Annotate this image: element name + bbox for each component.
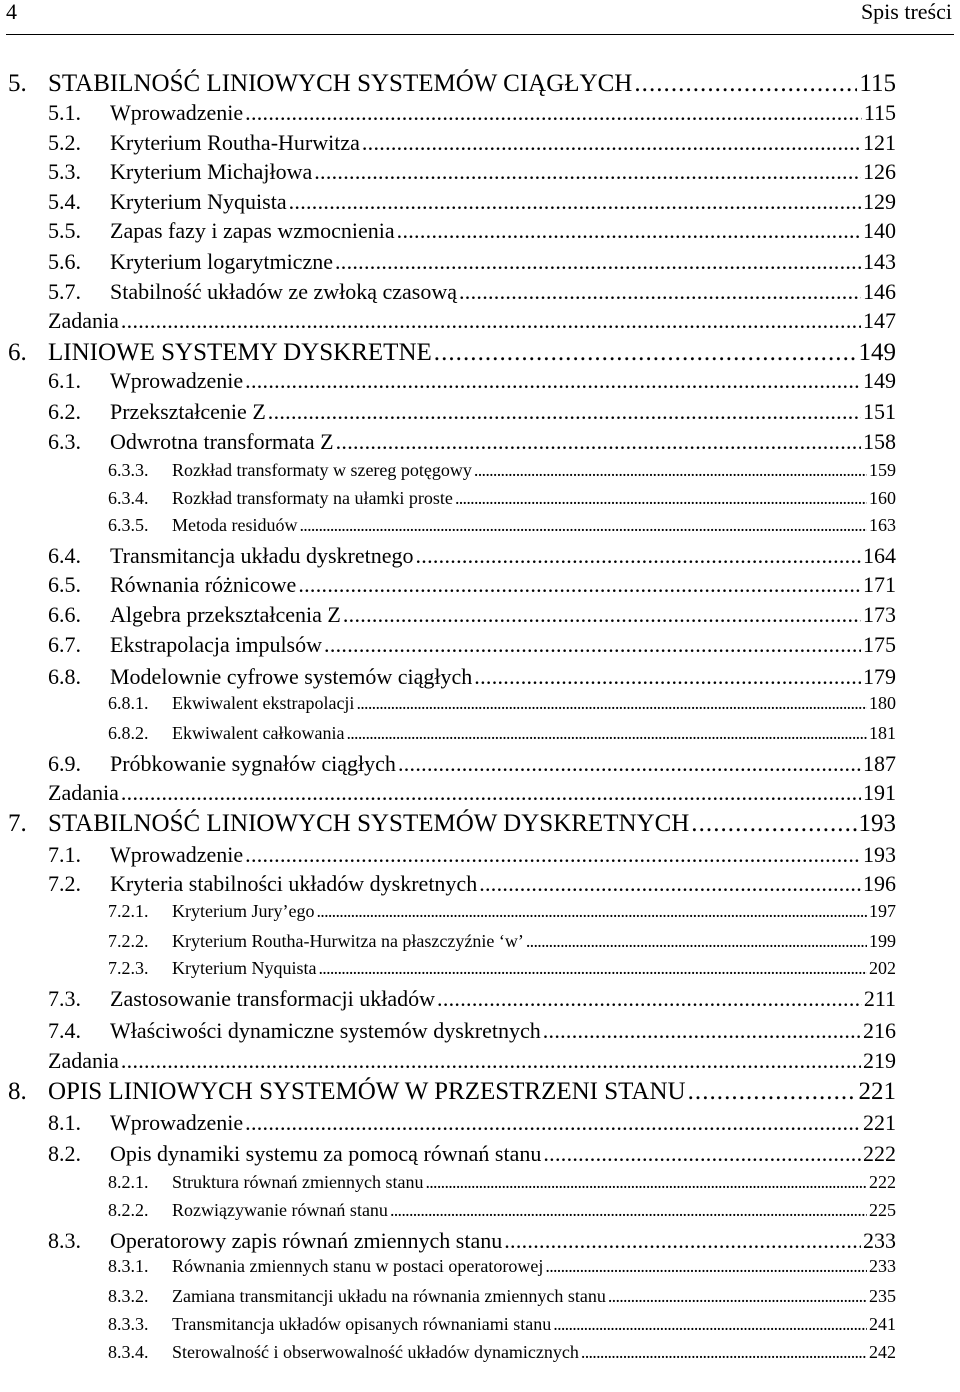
dot-leader — [356, 693, 867, 714]
entry-page: 219 — [863, 1048, 896, 1073]
entry-title: OPIS LINIOWYCH SYSTEMÓW W PRZESTRZENI STANU — [48, 1078, 686, 1105]
dot-leader — [504, 1228, 861, 1254]
toc-subsection[interactable] — [108, 1286, 896, 1307]
dot-leader — [390, 1200, 867, 1221]
entry-title: Kryterium logarytmiczne — [110, 249, 333, 274]
entry-page: 221 — [863, 1110, 896, 1135]
dot-leader — [459, 279, 861, 305]
toc-chapter[interactable] — [8, 810, 896, 838]
entry-page: 171 — [863, 572, 896, 597]
entry-page: 129 — [863, 189, 896, 214]
entry-page: 115 — [859, 70, 896, 97]
toc-section[interactable] — [48, 780, 896, 806]
entry-title: Kryterium Michajłowa — [110, 159, 313, 184]
entry-number: 8.3.1. — [108, 1256, 149, 1276]
dot-leader — [346, 723, 867, 744]
toc-chapter[interactable] — [8, 339, 896, 367]
dot-leader — [474, 460, 867, 481]
entry-title: Kryterium Nyquista — [110, 189, 287, 214]
toc-section[interactable] — [48, 1228, 896, 1254]
entry-title: STABILNOŚĆ LINIOWYCH SYSTEMÓW DYSKRETNYCH — [48, 810, 690, 837]
entry-title: Operatorowy zapis równań zmiennych stanu — [110, 1228, 503, 1253]
toc-section[interactable] — [48, 308, 896, 334]
toc-subsection[interactable] — [108, 488, 896, 509]
dot-leader — [121, 780, 861, 806]
dot-leader — [425, 1172, 867, 1193]
toc-chapter[interactable] — [8, 1078, 896, 1106]
dot-leader — [245, 368, 861, 394]
toc-subsection[interactable] — [108, 1256, 896, 1277]
dot-leader — [314, 159, 861, 185]
toc-section[interactable] — [48, 130, 896, 156]
entry-number: 7.4. — [48, 1018, 81, 1043]
dot-leader — [398, 751, 861, 777]
toc-section[interactable] — [48, 159, 896, 185]
entry-page: 221 — [858, 1078, 896, 1105]
entry-number: 6.1. — [48, 368, 81, 393]
dot-leader — [343, 602, 861, 628]
entry-number: 8.3.3. — [108, 1314, 149, 1334]
entry-page: 121 — [863, 130, 896, 155]
toc-section[interactable] — [48, 751, 896, 777]
entry-page: 242 — [869, 1342, 896, 1362]
toc-section[interactable] — [48, 429, 896, 455]
dot-leader — [474, 664, 861, 690]
entry-number: 8.2.1. — [108, 1172, 149, 1192]
dot-leader — [581, 1342, 867, 1363]
entry-page: 197 — [869, 901, 896, 921]
dot-leader — [298, 572, 861, 598]
entry-page: 175 — [863, 632, 896, 657]
toc-subsection[interactable] — [108, 1314, 896, 1335]
entry-title: Próbkowanie sygnałów ciągłych — [110, 751, 396, 776]
toc-section[interactable] — [48, 664, 896, 690]
entry-page: 225 — [869, 1200, 896, 1220]
dot-leader — [362, 130, 861, 156]
dot-leader — [336, 429, 861, 455]
entry-title: Zastosowanie transformacji układów — [110, 986, 436, 1011]
entry-page: 199 — [869, 931, 896, 951]
dot-leader — [691, 810, 856, 838]
entry-page: 222 — [863, 1141, 896, 1166]
dot-leader — [437, 986, 862, 1012]
toc-section[interactable] — [48, 1141, 896, 1167]
toc-section[interactable] — [48, 279, 896, 305]
toc-section[interactable] — [48, 842, 896, 868]
entry-page: 181 — [869, 723, 896, 743]
dot-leader — [526, 931, 867, 952]
toc-section[interactable] — [48, 1018, 896, 1044]
entry-title: Wprowadzenie — [110, 368, 244, 393]
entry-number: 6.3.3. — [108, 460, 149, 480]
entry-title: Transmitancja układu dyskretnego — [110, 543, 414, 568]
entry-page: 216 — [863, 1018, 896, 1043]
dot-leader — [245, 842, 861, 868]
entry-number: 6.3. — [48, 429, 81, 454]
entry-number: 5.7. — [48, 279, 81, 304]
toc-section[interactable] — [48, 1110, 896, 1136]
entry-title: Kryterium Routha-Hurwitza na płaszczyźnie ‘w’ — [172, 931, 524, 951]
entry-page: 191 — [863, 780, 896, 805]
dot-leader — [455, 488, 867, 509]
entry-page: 187 — [863, 751, 896, 776]
toc-section[interactable] — [48, 189, 896, 215]
toc-section[interactable] — [48, 218, 896, 244]
dot-leader — [634, 70, 857, 98]
entry-title: Wprowadzenie — [110, 1110, 244, 1135]
entry-page: 233 — [869, 1256, 896, 1276]
entry-title: Modelownie cyfrowe systemów ciągłych — [110, 664, 473, 689]
toc-subsection[interactable] — [108, 460, 896, 481]
toc-section[interactable] — [48, 100, 896, 126]
entry-page: 222 — [869, 1172, 896, 1192]
entry-page: 202 — [869, 958, 896, 978]
entry-page: 180 — [869, 693, 896, 713]
toc-section[interactable] — [48, 602, 896, 628]
toc-subsection[interactable] — [108, 1200, 896, 1221]
entry-number: 7.3. — [48, 986, 81, 1011]
entry-title: Ekwiwalent całkowania — [172, 723, 345, 743]
toc-section[interactable] — [48, 632, 896, 658]
toc-section[interactable] — [48, 1048, 896, 1074]
entry-number: 6. — [8, 339, 27, 366]
entry-page: 233 — [863, 1228, 896, 1253]
entry-page: 193 — [858, 810, 896, 837]
dot-leader — [299, 515, 867, 536]
dot-leader — [289, 189, 861, 215]
entry-page: 211 — [863, 986, 896, 1011]
entry-number: 8.2. — [48, 1141, 81, 1166]
entry-title: Wprowadzenie — [110, 842, 244, 867]
entry-page: 158 — [863, 429, 896, 454]
entry-number: 5.2. — [48, 130, 81, 155]
entry-title: Transmitancja układów opisanych równaniami stanu — [172, 1314, 552, 1334]
toc-section[interactable] — [48, 368, 896, 394]
entry-title: Zamiana transmitancji układu na równania zmiennych stanu — [172, 1286, 606, 1306]
entry-page: 146 — [863, 279, 896, 304]
entry-page: 235 — [869, 1286, 896, 1306]
entry-title: Odwrotna transformata Z — [110, 429, 334, 454]
entry-title: Ekstrapolacja impulsów — [110, 632, 323, 657]
entry-title: Rozkład transformaty na ułamki proste — [172, 488, 453, 508]
entry-number: 6.8. — [48, 664, 81, 689]
entry-title: Stabilność układów ze zwłoką czasową — [110, 279, 457, 304]
entry-title: Zadania — [48, 1048, 119, 1073]
toc-section[interactable] — [48, 399, 896, 425]
entry-number: 8.2.2. — [108, 1200, 149, 1220]
entry-number: 7.2.3. — [108, 958, 149, 978]
entry-title: Rozkład transformaty w szereg potęgowy — [172, 460, 472, 480]
entry-page: 241 — [869, 1314, 896, 1334]
dot-leader — [316, 901, 867, 922]
toc-subsection[interactable] — [108, 693, 896, 714]
entry-title: Rozwiązywanie równań stanu — [172, 1200, 388, 1220]
toc-section[interactable] — [48, 986, 896, 1012]
entry-page: 159 — [869, 460, 896, 480]
entry-title: Kryterium Nyquista — [172, 958, 317, 978]
toc-section[interactable] — [48, 543, 896, 569]
dot-leader — [121, 308, 861, 334]
entry-page: 149 — [858, 339, 896, 366]
entry-number: 8.1. — [48, 1110, 81, 1135]
dot-leader — [434, 339, 857, 367]
entry-number: 6.3.5. — [108, 515, 149, 535]
entry-page: 179 — [863, 664, 896, 689]
entry-number: 7.2.1. — [108, 901, 149, 921]
entry-number: 6.7. — [48, 632, 81, 657]
toc-subsection[interactable] — [108, 1172, 896, 1193]
entry-title: Kryteria stabilności układów dyskretnych — [110, 871, 478, 896]
page-number: 4 — [6, 0, 17, 24]
dot-leader — [543, 1018, 861, 1044]
dot-leader — [553, 1314, 867, 1335]
entry-number: 5.4. — [48, 189, 81, 214]
entry-title: Wprowadzenie — [110, 100, 244, 125]
entry-page: 149 — [863, 368, 896, 393]
entry-page: 147 — [863, 308, 896, 333]
entry-number: 7.2. — [48, 871, 81, 896]
entry-title: Struktura równań zmiennych stanu — [172, 1172, 424, 1192]
entry-number: 8. — [8, 1078, 27, 1105]
entry-page: 173 — [863, 602, 896, 627]
toc-subsection[interactable] — [108, 901, 896, 922]
entry-number: 5.5. — [48, 218, 81, 243]
toc-subsection[interactable] — [108, 1342, 896, 1363]
toc-subsection[interactable] — [108, 515, 896, 536]
entry-number: 5.1. — [48, 100, 81, 125]
entry-number: 6.4. — [48, 543, 81, 568]
entry-title: Algebra przekształcenia Z — [110, 602, 341, 627]
entry-page: 193 — [863, 842, 896, 867]
entry-page: 160 — [869, 488, 896, 508]
entry-title: Sterowalność i obserwowalność układów dynamicznych — [172, 1342, 579, 1362]
entry-title: Zadania — [48, 780, 119, 805]
entry-number: 6.6. — [48, 602, 81, 627]
entry-number: 5.3. — [48, 159, 81, 184]
entry-title: Przekształcenie Z — [110, 399, 266, 424]
toc-section[interactable] — [48, 249, 896, 275]
entry-page: 164 — [863, 543, 896, 568]
dot-leader — [335, 249, 861, 275]
dot-leader — [324, 632, 861, 658]
entry-title: Ekwiwalent ekstrapolacji — [172, 693, 355, 713]
entry-title: Równania różnicowe — [110, 572, 297, 597]
entry-page: 126 — [863, 159, 896, 184]
dot-leader — [543, 1141, 861, 1167]
entry-number: 6.3.4. — [108, 488, 149, 508]
dot-leader — [268, 399, 861, 425]
entry-title: Zadania — [48, 308, 119, 333]
entry-number: 7.1. — [48, 842, 81, 867]
entry-number: 6.9. — [48, 751, 81, 776]
entry-number: 6.2. — [48, 399, 81, 424]
entry-page: 196 — [863, 871, 896, 896]
entry-number: 7.2.2. — [108, 931, 149, 951]
dot-leader — [545, 1256, 867, 1277]
toc-subsection[interactable] — [108, 723, 896, 744]
toc-subsection[interactable] — [108, 958, 896, 979]
entry-title: LINIOWE SYSTEMY DYSKRETNE — [48, 339, 432, 366]
entry-title: Zapas fazy i zapas wzmocnienia — [110, 218, 395, 243]
entry-number: 8.3.2. — [108, 1286, 149, 1306]
dot-leader — [318, 958, 867, 979]
entry-page: 143 — [863, 249, 896, 274]
entry-title: Równania zmiennych stanu w postaci operatorowej — [172, 1256, 544, 1276]
dot-leader — [245, 1110, 861, 1136]
entry-title: Metoda residuów — [172, 515, 298, 535]
entry-number: 8.3.4. — [108, 1342, 149, 1362]
entry-page: 151 — [863, 399, 896, 424]
entry-title: Opis dynamiki systemu za pomocą równań stanu — [110, 1141, 542, 1166]
dot-leader — [688, 1078, 857, 1106]
dot-leader — [397, 218, 861, 244]
entry-title: Kryterium Routha-Hurwitza — [110, 130, 360, 155]
entry-number: 6.8.2. — [108, 723, 149, 743]
dot-leader — [121, 1048, 861, 1074]
entry-title: Właściwości dynamiczne systemów dyskretnych — [110, 1018, 541, 1043]
entry-title: Kryterium Jury’ego — [172, 901, 315, 921]
entry-number: 5. — [8, 70, 27, 97]
entry-page: 140 — [863, 218, 896, 243]
toc-subsection[interactable] — [108, 931, 896, 952]
entry-page: 163 — [869, 515, 896, 535]
toc-section[interactable] — [48, 871, 896, 897]
toc-section[interactable] — [48, 572, 896, 598]
entry-title: STABILNOŚĆ LINIOWYCH SYSTEMÓW CIĄGŁYCH — [48, 70, 633, 97]
entry-number: 6.8.1. — [108, 693, 149, 713]
dot-leader — [479, 871, 861, 897]
running-head: Spis treści — [860, 0, 952, 24]
entry-number: 5.6. — [48, 249, 81, 274]
entry-number: 7. — [8, 810, 27, 837]
entry-page: 115 — [863, 100, 896, 125]
entry-number: 8.3. — [48, 1228, 81, 1253]
entry-number: 6.5. — [48, 572, 81, 597]
dot-leader — [415, 543, 861, 569]
dot-leader — [245, 100, 862, 126]
toc-chapter[interactable] — [8, 70, 896, 98]
dot-leader — [608, 1286, 867, 1307]
